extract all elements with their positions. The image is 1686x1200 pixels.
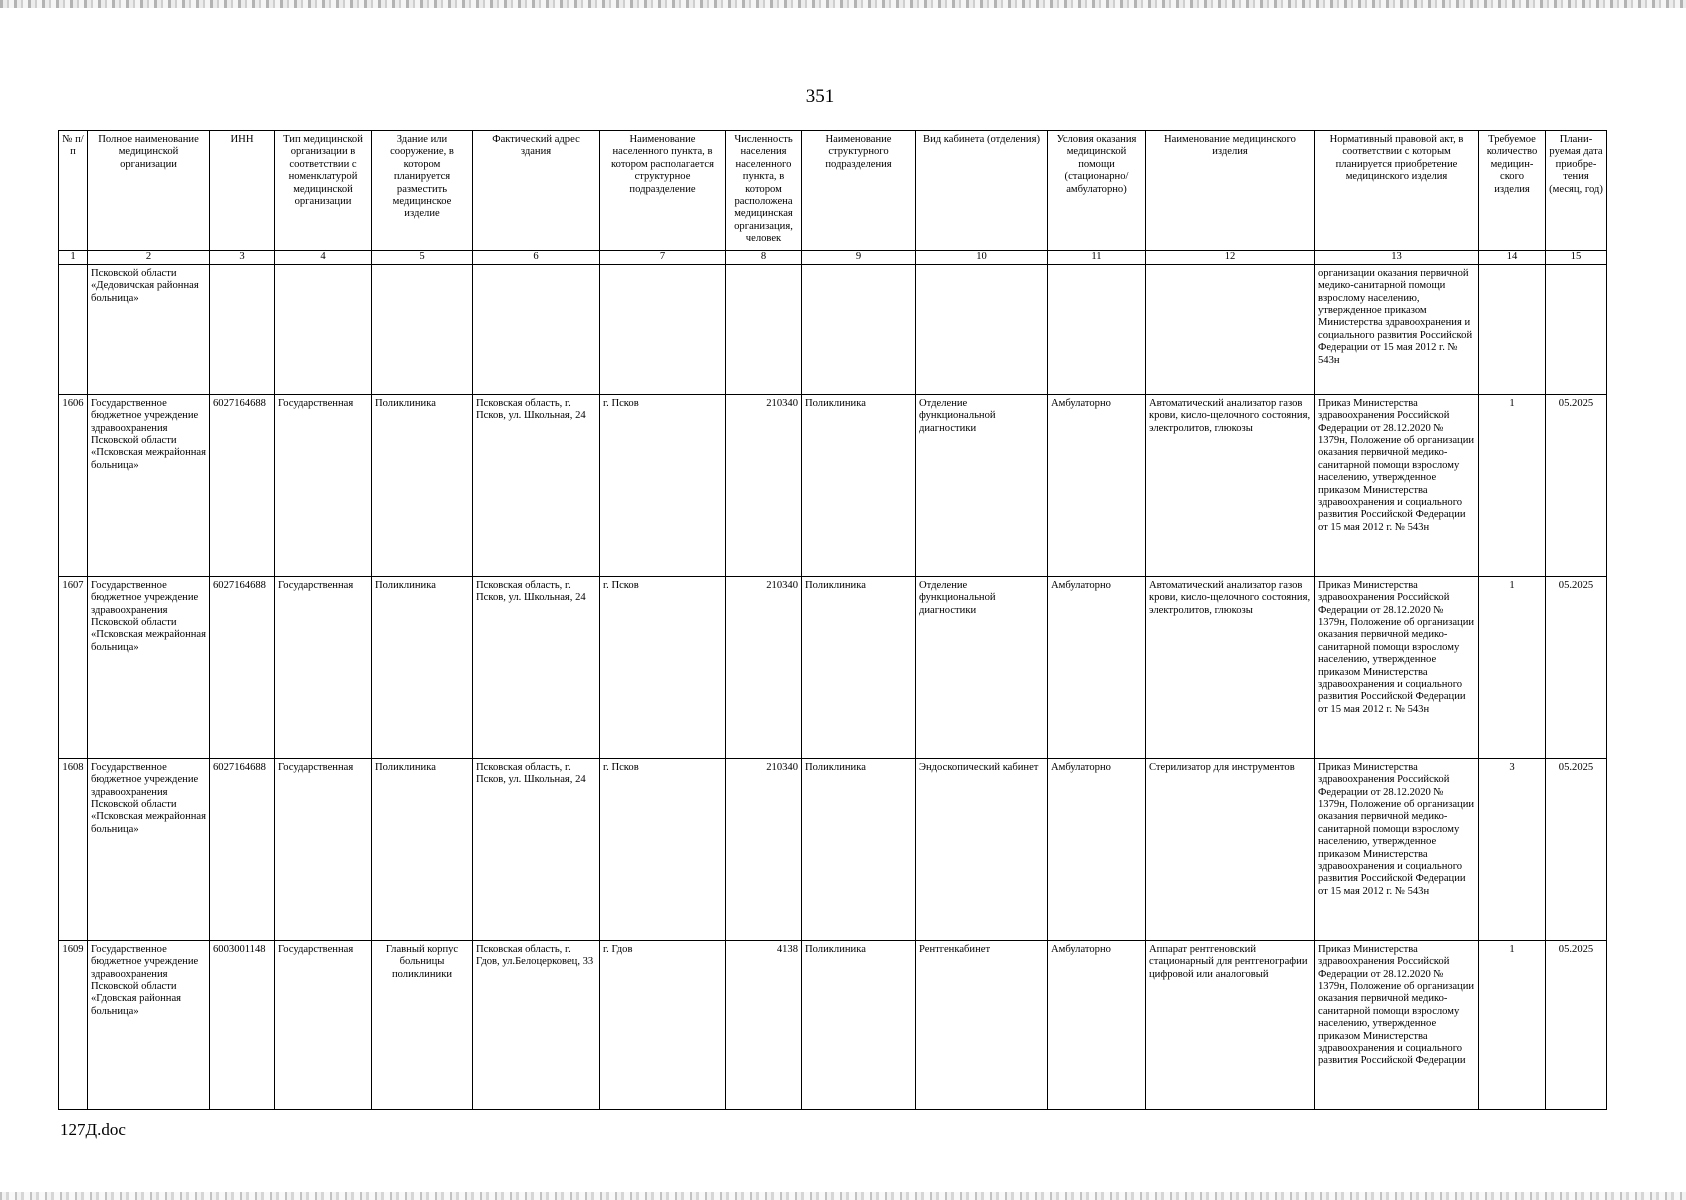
- header-cell: Нормативный правовой акт, в соответствии с которым планируется приобретение медицинского изделия: [1315, 131, 1479, 251]
- cell-type: Государственная: [275, 758, 372, 940]
- cell-num: 1607: [59, 576, 88, 758]
- cell-conditions: Амбулаторно: [1048, 576, 1146, 758]
- cell-cabinet: [916, 264, 1048, 394]
- cell-building: Поликлиника: [372, 576, 473, 758]
- cell-inn: 6003001148: [210, 940, 275, 1109]
- column-number: 10: [916, 251, 1048, 265]
- cell-population: [726, 264, 802, 394]
- cell-type: Государственная: [275, 394, 372, 576]
- cell-locality: г. Псков: [600, 394, 726, 576]
- cell-address: Псковская область, г. Гдов, ул.Белоцерковец, 33: [473, 940, 600, 1109]
- header-cell: Полное наименование медицинской организации: [88, 131, 210, 251]
- cell-population: 4138: [726, 940, 802, 1109]
- cell-inn: 6027164688: [210, 576, 275, 758]
- cell-qty: 3: [1479, 758, 1546, 940]
- column-number: 5: [372, 251, 473, 265]
- cell-date: [1546, 264, 1607, 394]
- cell-num: 1608: [59, 758, 88, 940]
- table-row-continuation: [59, 264, 1607, 394]
- cell-qty: 1: [1479, 940, 1546, 1109]
- cell-device: Стерилизатор для инструментов: [1146, 758, 1315, 940]
- header-cell: ИНН: [210, 131, 275, 251]
- cell-date: 05.2025: [1546, 394, 1607, 576]
- cell-locality: г. Псков: [600, 758, 726, 940]
- table-row: [59, 576, 1607, 758]
- column-number: 14: [1479, 251, 1546, 265]
- column-number: 2: [88, 251, 210, 265]
- header-cell: Наименование структурного подразделения: [802, 131, 916, 251]
- cell-num: 1606: [59, 394, 88, 576]
- header-cell: Здание или сооружение, в котором планируется разместить медицинское изделие: [372, 131, 473, 251]
- cell-unit: Поликлиника: [802, 758, 916, 940]
- cell-num: [59, 264, 88, 394]
- header-row: [59, 131, 1607, 251]
- cell-act: Приказ Министерства здравоохранения Российской Федерации от 28.12.2020 № 1379н, Положение об организации оказания первичной медико-санитарной помощи взрослому населению, утвержденное приказом Министерства здравоохранения и социального развития Российской Федерации: [1315, 940, 1479, 1109]
- cell-address: Псковская область, г. Псков, ул. Школьная, 24: [473, 394, 600, 576]
- scan-edge-top: [0, 0, 1686, 8]
- header-cell: Вид кабинета (отделения): [916, 131, 1048, 251]
- cell-locality: [600, 264, 726, 394]
- column-number: 1: [59, 251, 88, 265]
- cell-locality: г. Гдов: [600, 940, 726, 1109]
- table-row: [59, 394, 1607, 576]
- cell-address: Псковская область, г. Псков, ул. Школьная, 24: [473, 758, 600, 940]
- cell-unit: [802, 264, 916, 394]
- cell-act: организации оказания первичной медико-санитарной помощи взрослому населению, утвержденное приказом Министерства здравоохранения и социального развития Российской Федерации от 15 мая 2012 г. № 543н: [1315, 264, 1479, 394]
- column-number: 8: [726, 251, 802, 265]
- column-number: 3: [210, 251, 275, 265]
- cell-conditions: Амбулаторно: [1048, 940, 1146, 1109]
- cell-date: 05.2025: [1546, 940, 1607, 1109]
- header-cell: Условия оказания медицинской помощи (стационарно/ амбулаторно): [1048, 131, 1146, 251]
- cell-act: Приказ Министерства здравоохранения Российской Федерации от 28.12.2020 № 1379н, Положение об организации оказания первичной медико-санитарной помощи взрослому населению, утвержденное приказом Министерства здравоохранения и социального развития Российской Федерации от 15 мая 2012 г. № 543н: [1315, 758, 1479, 940]
- header-cell: Требуемое количество медицин-ского изделия: [1479, 131, 1546, 251]
- cell-act: Приказ Министерства здравоохранения Российской Федерации от 28.12.2020 № 1379н, Положение об организации оказания первичной медико-санитарной помощи взрослому населению, утвержденное приказом Министерства здравоохранения и социального развития Российской Федерации от 15 мая 2012 г. № 543н: [1315, 576, 1479, 758]
- cell-qty: [1479, 264, 1546, 394]
- cell-org: Псковской области «Дедовичская районная больница»: [88, 264, 210, 394]
- cell-device: [1146, 264, 1315, 394]
- header-cell: Численность населения населенного пункта, в котором расположена медицинская организация, человек: [726, 131, 802, 251]
- cell-building: [372, 264, 473, 394]
- table-row: [59, 758, 1607, 940]
- column-number: 6: [473, 251, 600, 265]
- scan-edge-bottom: [0, 1192, 1686, 1200]
- cell-inn: [210, 264, 275, 394]
- cell-address: [473, 264, 600, 394]
- table-row: [59, 940, 1607, 1109]
- cell-unit: Поликлиника: [802, 940, 916, 1109]
- cell-type: Государственная: [275, 940, 372, 1109]
- cell-cabinet: Отделение функциональной диагностики: [916, 576, 1048, 758]
- cell-org: Государственное бюджетное учреждение здравоохранения Псковской области «Псковская межрайонная больница»: [88, 394, 210, 576]
- cell-inn: 6027164688: [210, 394, 275, 576]
- cell-device: Автоматический анализатор газов крови, кисло-щелочного состояния, электролитов, глюкозы: [1146, 576, 1315, 758]
- column-number: 7: [600, 251, 726, 265]
- cell-qty: 1: [1479, 576, 1546, 758]
- cell-unit: Поликлиника: [802, 394, 916, 576]
- cell-population: 210340: [726, 394, 802, 576]
- header-cell: Плани-руемая дата приобре-тения (месяц, год): [1546, 131, 1607, 251]
- cell-type: [275, 264, 372, 394]
- column-number: 12: [1146, 251, 1315, 265]
- column-number: 13: [1315, 251, 1479, 265]
- cell-act: Приказ Министерства здравоохранения Российской Федерации от 28.12.2020 № 1379н, Положение об организации оказания первичной медико-санитарной помощи взрослому населению, утвержденное приказом Министерства здравоохранения и социального развития Российской Федерации от 15 мая 2012 г. № 543н: [1315, 394, 1479, 576]
- column-number: 9: [802, 251, 916, 265]
- column-number: 4: [275, 251, 372, 265]
- cell-cabinet: Эндоскопический кабинет: [916, 758, 1048, 940]
- column-number: 11: [1048, 251, 1146, 265]
- footer-filename: 127Д.doc: [60, 1120, 126, 1139]
- cell-type: Государственная: [275, 576, 372, 758]
- header-cell: Тип медицинской организации в соответствии с номенклатурой медицинской организации: [275, 131, 372, 251]
- cell-date: 05.2025: [1546, 758, 1607, 940]
- column-number-row: [59, 251, 1607, 265]
- cell-device: Автоматический анализатор газов крови, кисло-щелочного состояния, электролитов, глюкозы: [1146, 394, 1315, 576]
- cell-locality: г. Псков: [600, 576, 726, 758]
- header-cell: Наименование населенного пункта, в котором располагается структурное подразделение: [600, 131, 726, 251]
- header-cell: Фактический адрес здания: [473, 131, 600, 251]
- cell-num: 1609: [59, 940, 88, 1109]
- cell-qty: 1: [1479, 394, 1546, 576]
- cell-building: Поликлиника: [372, 758, 473, 940]
- cell-device: Аппарат рентгеновский стационарный для рентгенографии цифровой или аналоговый: [1146, 940, 1315, 1109]
- cell-unit: Поликлиника: [802, 576, 916, 758]
- cell-population: 210340: [726, 576, 802, 758]
- cell-org: Государственное бюджетное учреждение здравоохранения Псковской области «Гдовская районная больница»: [88, 940, 210, 1109]
- cell-building: Поликлиника: [372, 394, 473, 576]
- cell-inn: 6027164688: [210, 758, 275, 940]
- cell-address: Псковская область, г. Псков, ул. Школьная, 24: [473, 576, 600, 758]
- page-number: 351: [805, 86, 835, 107]
- cell-conditions: [1048, 264, 1146, 394]
- header-cell: Наименование медицинского изделия: [1146, 131, 1315, 251]
- cell-org: Государственное бюджетное учреждение здравоохранения Псковской области «Псковская межрайонная больница»: [88, 576, 210, 758]
- cell-org: Государственное бюджетное учреждение здравоохранения Псковской области «Псковская межрайонная больница»: [88, 758, 210, 940]
- procurement-table: [58, 130, 1607, 1110]
- header-cell: № п/п: [59, 131, 88, 251]
- cell-conditions: Амбулаторно: [1048, 394, 1146, 576]
- cell-building: Главный корпус больницы поликлиники: [372, 940, 473, 1109]
- cell-conditions: Амбулаторно: [1048, 758, 1146, 940]
- cell-population: 210340: [726, 758, 802, 940]
- cell-cabinet: Отделение функциональной диагностики: [916, 394, 1048, 576]
- cell-date: 05.2025: [1546, 576, 1607, 758]
- cell-cabinet: Рентгенкабинет: [916, 940, 1048, 1109]
- column-number: 15: [1546, 251, 1607, 265]
